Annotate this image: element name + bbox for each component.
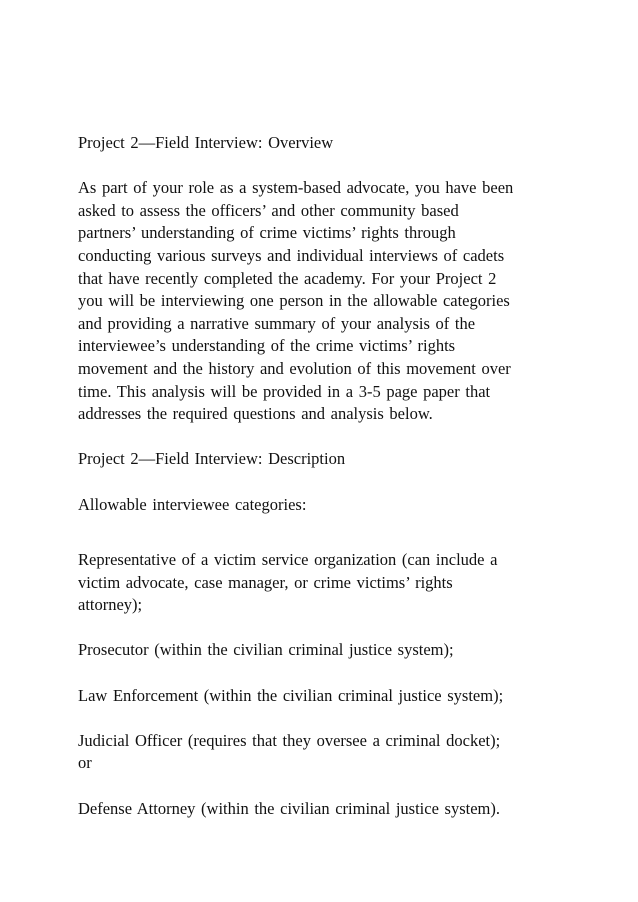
category-law-enforcement: Law Enforcement (within the civilian criminal justice system); (78, 685, 504, 705)
heading-overview: Project 2—Field Interview: Overview (78, 133, 334, 152)
document-body (78, 132, 578, 820)
category-prosecutor: Prosecutor (within the civilian criminal justice system); (78, 640, 454, 660)
category-representative: Representative of a victim service organization (can include a victim advocate, case manager, or crime victims’ rights attorney); (78, 550, 498, 615)
categories-label: Allowable interviewee categories: (78, 494, 307, 514)
overview-paragraph: As part of your role as a system-based advocate, you have been asked to assess the officers’ and other community based partners’ understanding of crime victims’ rights through conducting various surveys and individual interviews of cadets that have recently completed the academy. For your Project 2 you will be interviewing one person in the allowable categories and providing a narrative summary of your analysis of the interviewee’s understanding of the crime victims’ rights movement and the history and evolution of this movement over time. This analysis will be provided in a 3-5 page paper that addresses the required questions and analysis below. (78, 178, 514, 424)
category-defense-attorney: Defense Attorney (within the civilian criminal justice system). (78, 798, 500, 818)
heading-description: Project 2—Field Interview: Description (78, 449, 346, 469)
category-judicial-officer: Judicial Officer (requires that they oversee a criminal docket); or (78, 730, 501, 773)
